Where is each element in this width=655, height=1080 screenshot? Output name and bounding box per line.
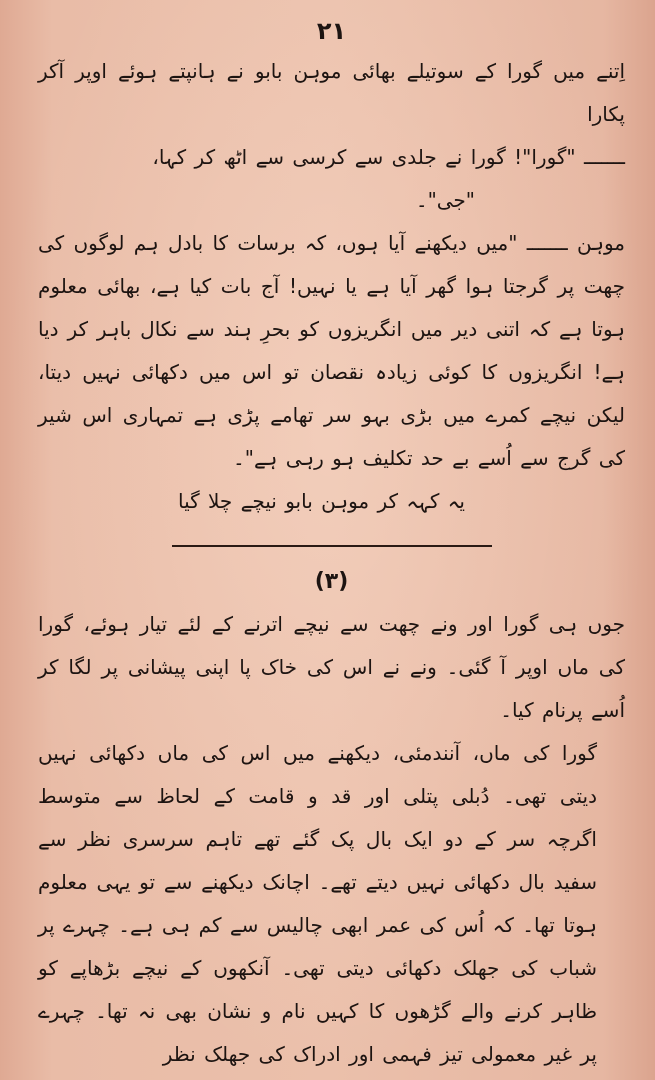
section-divider	[172, 545, 492, 547]
section-heading: (۳)	[314, 569, 349, 594]
paragraph-mohan-speech: موہن ـــــــ "میں دیکھنے آیا ہوں، کہ برسات کا بادل ہم لوگوں کی چھت پر گرجتا ہوا گھر آیا ہے یا نہیں! آج بات کیا ہے، بھائی معلوم ہوتا ہے کہ اتنی دیر میں انگریزوں کو بحرِ ہند سے نکال باہر کر دیا ہے! انگریزوں کا کوئی زیادہ نقصان تو اس میں دکھائی نہیں دیتا، لیکن نیچے کمرے میں بڑی بہو سر تھامے پڑی ہے تمہاری اس شیر کی گرج سے اُسے بے حد تکلیف ہو رہی ہے"۔	[38, 231, 625, 470]
section-one	[38, 50, 625, 523]
section-two	[38, 565, 625, 1076]
paragraph-mohan-arrives: اِتنے میں گورا کے سوتیلے بھائی موہن بابو نے ہانپتے ہوئے اوپر آکر پکارا	[38, 59, 625, 126]
paragraph-mother-arrives: جوں ہی گورا اور ونے چھت سے نیچے اترنے کے لئے تیار ہوئے، گورا کی ماں اوپر آ گئی۔ ونے نے اس کی خاک پا اپنی پیشانی پر لگا کر اُسے پرنام کیا۔	[38, 612, 626, 722]
paragraph-ji: "جی"۔	[415, 188, 475, 212]
paragraph-mohan-leaves: یہ کہہ کر موہن بابو نیچے چلا گیا	[177, 489, 465, 513]
page-number: ۲۱	[316, 17, 347, 45]
paragraph-mother-description: گورا کی ماں، آنندمئی، دیکھنے میں اس کی ماں دکھائی نہیں دیتی تھی۔ دُبلی پتلی اور قد و قامت کے لحاظ سے متوسط اگرچہ سر کے دو ایک بال پک گئے تھے تاہم سرسری نظر سے سفید بال دکھائی نہیں دیتے تھے۔ اچانک دیکھنے سے تو یہی معلوم ہوتا تھا۔ کہ اُس کی عمر ابھی چالیس سے کم ہی ہے۔ چہرے پر شباب کی جھلک دکھائی دیتی تھی۔ آنکھوں کے نیچے بڑھاپے کو ظاہر کرنے والے گڑھوں کا کہیں نام و نشان بھی نہ تھا۔ چہرے پر غیر معمولی تیز فہمی اور ادراک کی جھلک نظر	[38, 741, 597, 1066]
paragraph-gora-rises: ـــــــ "گورا"! گورا نے جلدی سے کرسی سے اٹھ کر کہا،	[152, 145, 625, 169]
